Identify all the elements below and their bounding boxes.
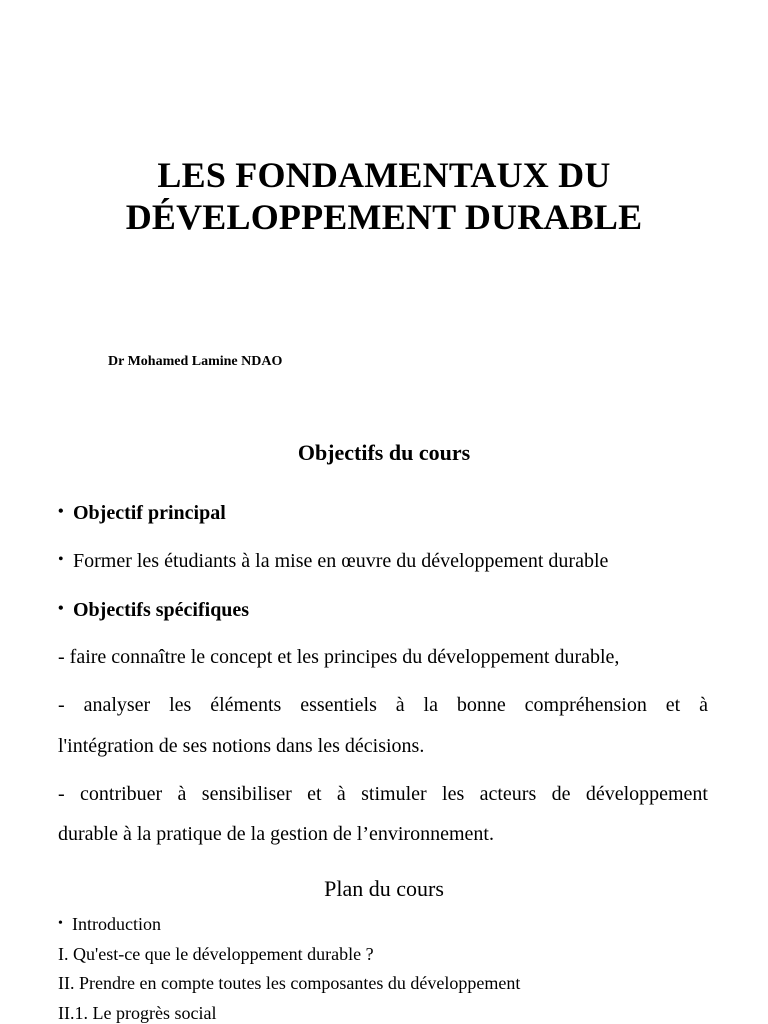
specific-objectives-label-text: Objectifs spécifiques bbox=[73, 599, 250, 621]
main-objective-text bbox=[58, 548, 608, 573]
specific-objectives-label bbox=[58, 597, 249, 622]
bullet-icon: • bbox=[58, 551, 64, 568]
plan-item-section-2-1: II.1. Le progrès social bbox=[58, 1003, 217, 1023]
document-title-line-1: LES FONDAMENTAUX DU bbox=[157, 155, 611, 195]
plan-item-section-1: I. Qu'est-ce que le développement durable ? bbox=[58, 944, 374, 964]
specific-objective-3-line-1: - contribuer à sensibiliser et à stimuler les acteurs de développement bbox=[58, 783, 708, 805]
author-name: Dr Mohamed Lamine NDAO bbox=[108, 354, 283, 369]
plan-item-section-2: II. Prendre en compte toutes les composantes du développement bbox=[58, 973, 521, 993]
main-objective-text-content: Former les étudiants à la mise en œuvre du développement durable bbox=[73, 550, 609, 572]
bullet-icon: • bbox=[58, 503, 64, 520]
plan-item-text: Introduction bbox=[72, 914, 161, 934]
specific-objective-2-line-2: l'intégration de ses notions dans les décisions. bbox=[58, 735, 425, 757]
main-objective-label-text: Objectif principal bbox=[73, 502, 226, 524]
bullet-icon: • bbox=[58, 600, 64, 617]
specific-objective-3-line-2: durable à la pratique de la gestion de l’environnement. bbox=[58, 823, 494, 845]
specific-objective-1: - faire connaître le concept et les principes du développement durable, bbox=[58, 646, 620, 668]
main-objective-label bbox=[58, 500, 226, 525]
objectives-heading: Objectifs du cours bbox=[297, 440, 471, 465]
bullet-icon: • bbox=[58, 916, 63, 931]
plan-item-introduction bbox=[58, 913, 161, 935]
plan-heading: Plan du cours bbox=[324, 876, 444, 901]
specific-objective-2-line-1: - analyser les éléments essentiels à la bonne compréhension et à bbox=[58, 694, 708, 716]
document-title-line-2: DÉVELOPPEMENT DURABLE bbox=[125, 197, 643, 237]
